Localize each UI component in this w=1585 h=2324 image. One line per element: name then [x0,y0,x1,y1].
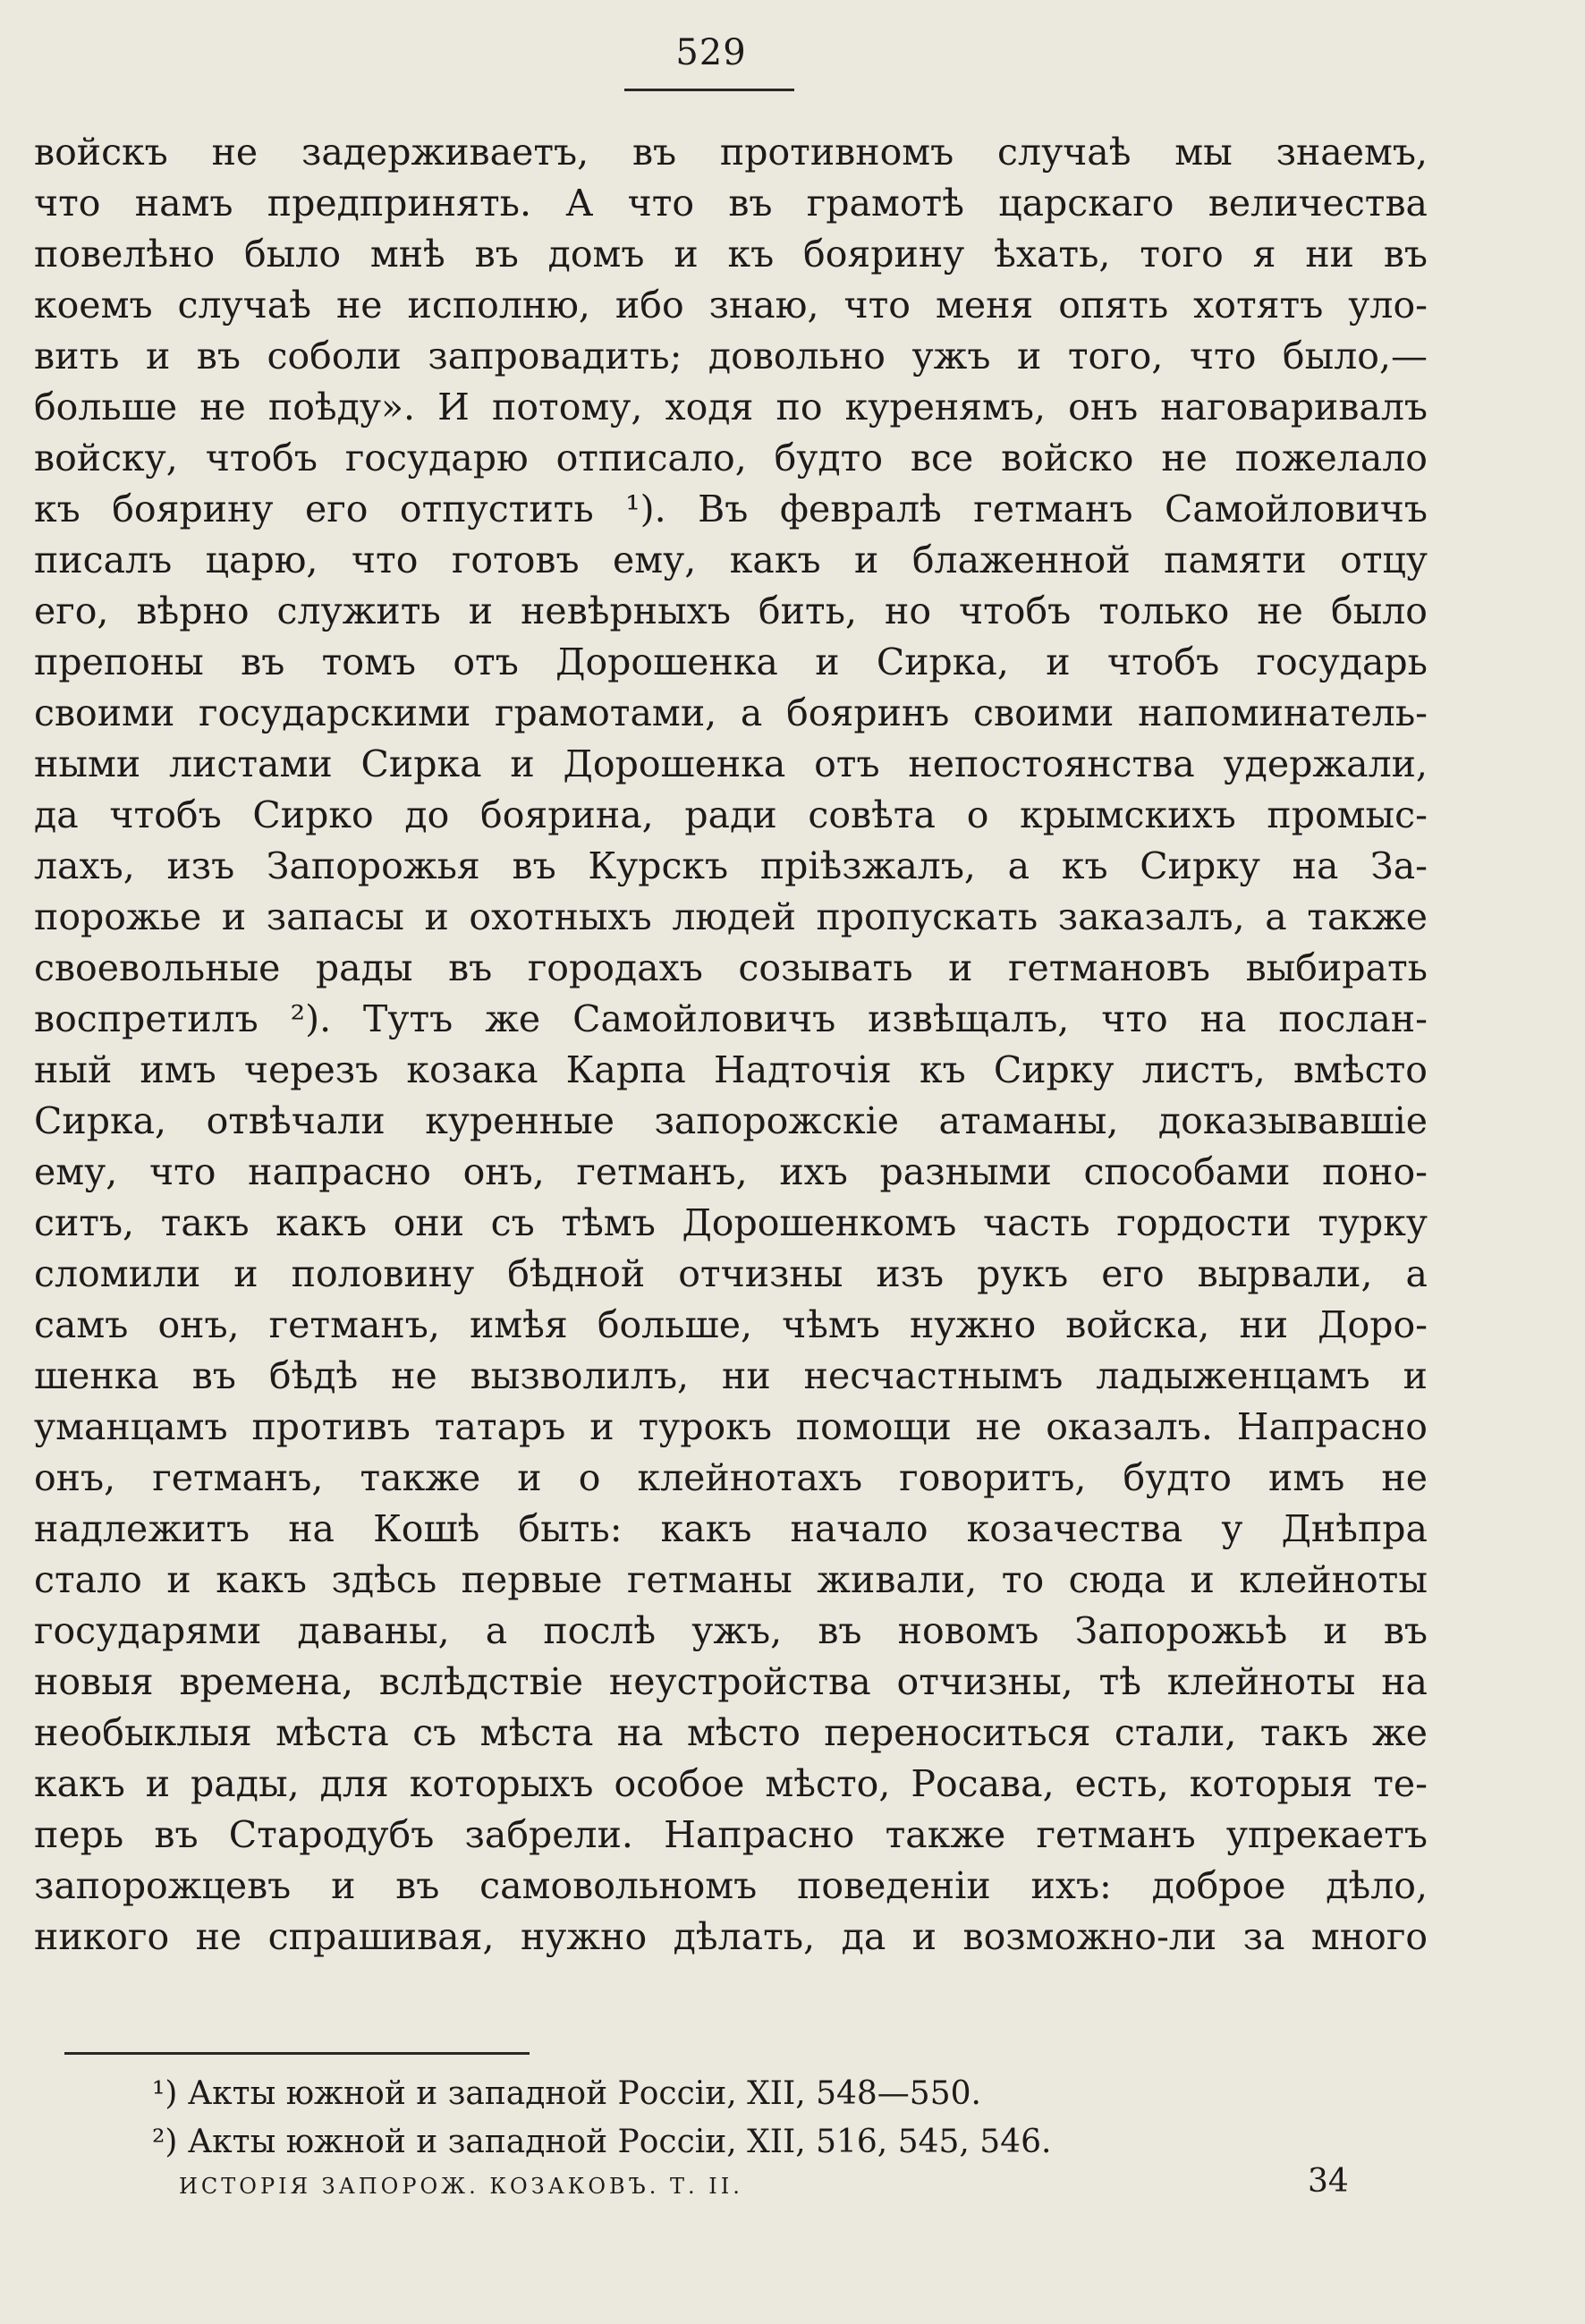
text-line: шенка въ бѣдѣ не вызволилъ, ни несчастнымъ ладыженцамъ и [34,1354,1428,1397]
text-line: ными листами Сирка и Дорошенка отъ непостоянства удержали, [34,742,1428,785]
text-line: самъ онъ, гетманъ, имѣя больше, чѣмъ нужно войска, ни Доро- [34,1303,1428,1346]
text-line: ный имъ черезъ козака Карпа Надточія къ Сирку листъ, вмѣсто [34,1048,1428,1091]
body-text [34,127,1428,1963]
text-line: никого не спрашивая, нужно дѣлать, да и возможно-ли за много [34,1915,1428,1958]
text-line: лахъ, изъ Запорожья въ Курскъ пріѣзжалъ, а къ Сирку на За- [34,844,1428,887]
text-line: сломили и половину бѣдной отчизны изъ рукъ его вырвали, а [34,1252,1428,1295]
page-number: 529 [675,32,747,73]
text-line: писалъ царю, что готовъ ему, какъ и блаженной памяти отцу [34,539,1428,581]
text-line: надлежитъ на Кошѣ быть: какъ начало козачества у Днѣпра [34,1507,1428,1550]
signature-number: 34 [1308,2163,1349,2200]
text-line: ему, что напрасно онъ, гетманъ, ихъ разными способами поно- [34,1150,1428,1193]
text-line: воспретилъ ²). Тутъ же Самойловичъ извѣщалъ, что на послан- [34,997,1428,1040]
page-number-rule [624,89,794,91]
text-line: порожье и запасы и охотныхъ людей пропускать заказалъ, а также [34,895,1428,938]
text-line: войскъ не задерживаетъ, въ противномъ случаѣ мы знаемъ, [34,131,1428,174]
text-line: вить и въ соболи запровадить; довольно ужъ и того, что было,— [34,335,1428,377]
footnote-2: ²) Акты южной и западной Россіи, XII, 516, 545, 546. [152,2124,1052,2160]
text-line: какъ и рады, для которыхъ особое мѣсто, Росава, есть, которыя те- [34,1762,1428,1805]
text-line: его, вѣрно служить и невѣрныхъ бить, но чтобъ только не было [34,589,1428,632]
text-line: больше не поѣду». И потому, ходя по куренямъ, онъ наговаривалъ [34,386,1428,428]
text-line: что намъ предпринять. А что въ грамотѣ царскаго величества [34,182,1428,225]
text-line: онъ, гетманъ, также и о клейнотахъ говоритъ, будто имъ не [34,1456,1428,1499]
text-line: препоны въ томъ отъ Дорошенка и Сирка, и чтобъ государь [34,640,1428,683]
text-line: запорожцевъ и въ самовольномъ поведеніи ихъ: доброе дѣло, [34,1864,1428,1907]
footnotes [152,2070,1315,2167]
footnote-rule [64,2052,530,2055]
text-line: государями даваны, а послѣ ужъ, въ новомъ Запорожьѣ и въ [34,1609,1428,1652]
text-line: уманцамъ противъ татаръ и турокъ помощи не оказалъ. Напрасно [34,1405,1428,1448]
text-line: коемъ случаѣ не исполню, ибо знаю, что меня опять хотятъ уло- [34,284,1428,327]
footnote-1: ¹) Акты южной и западной Россіи, XII, 548—550. [152,2075,981,2112]
text-line: перь въ Стародубъ забрели. Напрасно также гетманъ упрекаетъ [34,1813,1428,1856]
text-line: своевольные рады въ городахъ созывать и гетмановъ выбирать [34,946,1428,989]
text-line: необыклыя мѣста съ мѣста на мѣсто переноситься стали, такъ же [34,1711,1428,1754]
text-line: новыя времена, вслѣдствіе неустройства отчизны, тѣ клейноты на [34,1660,1428,1703]
signature-line: ИСТОРІЯ ЗАПОРОЖ. КОЗАКОВЪ. Т. II. [179,2174,743,2199]
text-line: да чтобъ Сирко до боярина, ради совѣта о крымскихъ промыс- [34,793,1428,836]
text-line: къ боярину его отпустить ¹). Въ февралѣ гетманъ Самойловичъ [34,488,1428,530]
text-line: Сирка, отвѣчали куренные запорожскіе атаманы, доказывавшіе [34,1099,1428,1142]
text-line: стало и какъ здѣсь первые гетманы живали, то сюда и клейноты [34,1558,1428,1601]
text-line: войску, чтобъ государю отписало, будто все войско не пожелало [34,437,1428,479]
text-line: своими государскими грамотами, а бояринъ своими напоминатель- [34,691,1428,734]
text-line: ситъ, такъ какъ они съ тѣмъ Дорошенкомъ часть гордости турку [34,1201,1428,1244]
text-line: повелѣно было мнѣ въ домъ и къ боярину ѣхать, того я ни въ [34,233,1428,276]
